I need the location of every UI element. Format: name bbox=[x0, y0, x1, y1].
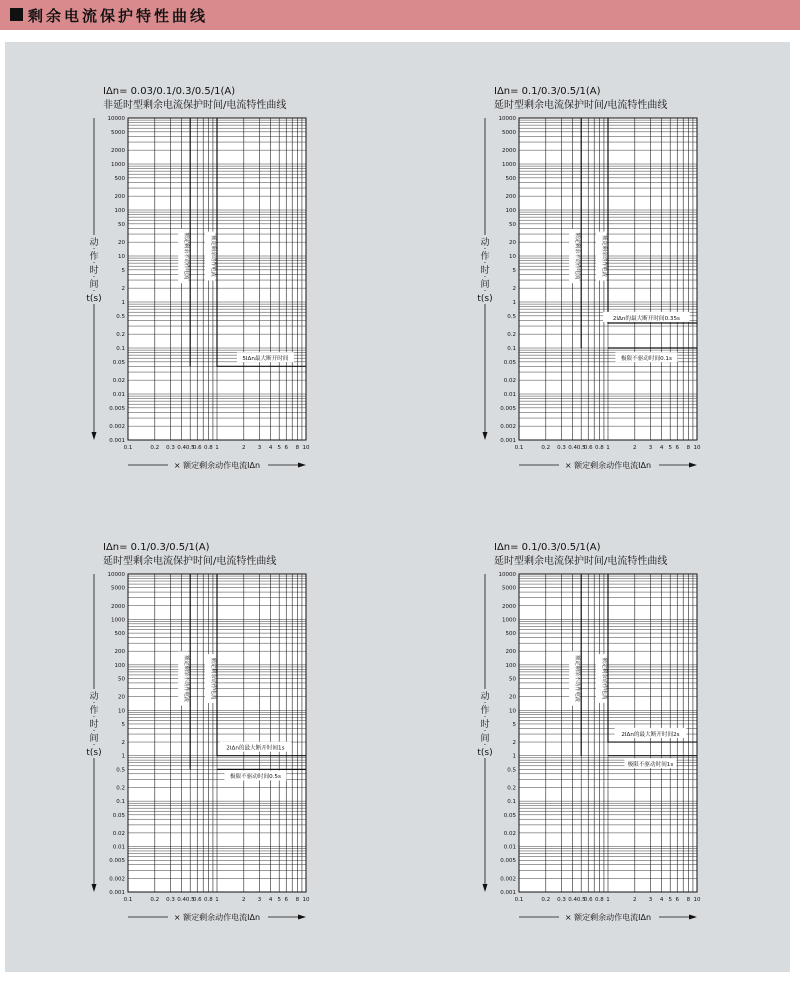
y-tick-label: 0.2 bbox=[507, 785, 516, 792]
x-tick-label: 6 bbox=[675, 897, 680, 903]
x-tick-label: 4 bbox=[659, 897, 664, 903]
chart-subtitle: 延时型剩余电流保护时间/电流特性曲线 bbox=[494, 556, 668, 567]
x-tick-label: 2 bbox=[633, 445, 637, 451]
x-tick-label: 0.6 bbox=[583, 897, 593, 903]
y-tick-label: 0.02 bbox=[112, 378, 125, 385]
x-tick-label: 0.6 bbox=[583, 445, 593, 451]
y-tick-label: 1 bbox=[121, 300, 125, 306]
y-tick-label: 100 bbox=[114, 662, 125, 669]
y-tick-label: 2 bbox=[512, 286, 516, 293]
y-tick-label: 10 bbox=[509, 708, 516, 715]
y-axis-label: 动 bbox=[480, 692, 490, 702]
y-tick-label: 10000 bbox=[107, 116, 125, 122]
y-tick-label: 2 bbox=[512, 740, 516, 747]
y-tick-label: 50 bbox=[509, 221, 516, 228]
y-tick-label: 10000 bbox=[498, 572, 516, 578]
annotation-label: 额定剩余不动作电流 bbox=[183, 655, 190, 702]
x-tick-label: 0.5 bbox=[185, 897, 195, 903]
x-tick-label: 6 bbox=[284, 445, 289, 451]
y-axis-label: 时 bbox=[480, 720, 490, 730]
x-axis-arrowhead bbox=[689, 463, 697, 468]
x-axis-label: × 额定剩余动作电流IΔn bbox=[173, 461, 261, 470]
y-tick-label: 1 bbox=[121, 753, 125, 760]
x-tick-label: 8 bbox=[686, 445, 691, 451]
y-tick-label: 0.2 bbox=[507, 332, 516, 339]
annotation-label: 额定剩余不动作电流 bbox=[574, 655, 581, 702]
x-tick-label: 0.2 bbox=[541, 897, 551, 903]
y-axis-label: t(s) bbox=[86, 748, 102, 758]
annotation-label: 额定剩余不动作电流 bbox=[183, 232, 190, 280]
x-tick-label: 0.3 bbox=[557, 445, 566, 451]
x-tick-label: 0.3 bbox=[166, 445, 175, 451]
y-tick-label: 0.1 bbox=[116, 346, 125, 352]
y-tick-label: 2 bbox=[121, 286, 125, 293]
y-tick-label: 0.01 bbox=[112, 392, 125, 398]
x-tick-label: 3 bbox=[648, 897, 653, 903]
x-tick-label: 2 bbox=[242, 445, 246, 451]
chart-subtitle: 延时型剩余电流保护时间/电流特性曲线 bbox=[494, 100, 668, 111]
x-tick-label: 2 bbox=[242, 897, 246, 903]
y-tick-label: 50 bbox=[118, 221, 125, 228]
y-tick-label: 5 bbox=[512, 267, 516, 274]
x-tick-label: 5 bbox=[277, 445, 281, 451]
y-tick-label: 50 bbox=[118, 676, 125, 683]
y-tick-label: 2000 bbox=[111, 603, 125, 610]
y-axis-label: 间 bbox=[480, 734, 490, 744]
y-tick-label: 0.02 bbox=[503, 378, 516, 385]
x-axis-arrowhead bbox=[298, 463, 306, 468]
y-tick-label: 0.02 bbox=[112, 830, 125, 837]
y-axis-arrowhead bbox=[92, 432, 97, 440]
y-tick-label: 0.5 bbox=[116, 313, 125, 320]
annotation-label: 极限不驱动时间1s bbox=[627, 762, 674, 769]
y-tick-label: 0.005 bbox=[500, 858, 516, 865]
y-axis-label: 间 bbox=[89, 734, 99, 744]
y-tick-label: 1000 bbox=[502, 617, 516, 624]
y-tick-label: 0.1 bbox=[116, 799, 125, 806]
chart-1 bbox=[86, 86, 310, 470]
y-tick-label: 10 bbox=[118, 254, 125, 260]
y-tick-label: 50 bbox=[509, 676, 516, 683]
annotation-label: 额定剩余动作电流 bbox=[210, 657, 216, 700]
y-tick-label: 20 bbox=[118, 240, 125, 247]
y-tick-label: 5 bbox=[121, 267, 125, 274]
y-tick-label: 0.5 bbox=[116, 767, 125, 774]
chart-3 bbox=[86, 542, 310, 922]
y-tick-label: 0.01 bbox=[112, 844, 125, 851]
y-tick-label: 0.02 bbox=[503, 830, 516, 837]
y-tick-label: 500 bbox=[505, 631, 516, 638]
chart-title: IΔn= 0.1/0.3/0.5/1(A) bbox=[494, 86, 601, 97]
x-tick-label: 3 bbox=[257, 897, 262, 903]
annotation-label: 5IΔn最大断开时间 bbox=[242, 356, 289, 363]
y-tick-label: 10000 bbox=[498, 116, 516, 122]
x-tick-label: 0.5 bbox=[576, 445, 586, 451]
x-tick-label: 5 bbox=[277, 897, 281, 903]
x-tick-label: 10 bbox=[693, 897, 701, 903]
x-tick-label: 0.1 bbox=[514, 897, 524, 903]
y-axis-label: 时 bbox=[89, 266, 99, 276]
x-tick-label: 5 bbox=[668, 897, 672, 903]
y-tick-label: 10000 bbox=[107, 572, 125, 578]
x-tick-label: 0.4 bbox=[568, 897, 577, 903]
annotation-label: 2IΔn的最大断开时间0.35s bbox=[612, 315, 680, 322]
y-tick-label: 10 bbox=[118, 708, 125, 715]
x-axis-arrowhead bbox=[298, 915, 306, 920]
y-tick-label: 200 bbox=[505, 649, 516, 656]
x-tick-label: 3 bbox=[257, 445, 262, 451]
y-tick-label: 1000 bbox=[111, 162, 125, 168]
section-title: 剩余电流保护特性曲线 bbox=[28, 7, 209, 25]
y-tick-label: 0.002 bbox=[109, 424, 125, 431]
y-axis-label: 间 bbox=[89, 280, 99, 290]
y-tick-label: 0.001 bbox=[500, 890, 516, 896]
y-tick-label: 0.002 bbox=[500, 876, 516, 883]
x-axis-arrowhead bbox=[689, 915, 697, 920]
y-axis-label: t(s) bbox=[477, 748, 493, 758]
x-tick-label: 0.6 bbox=[192, 897, 202, 903]
y-tick-label: 5000 bbox=[111, 585, 125, 592]
y-tick-label: 20 bbox=[509, 694, 516, 701]
y-tick-label: 0.05 bbox=[112, 812, 125, 819]
y-tick-label: 20 bbox=[509, 240, 516, 247]
y-axis-label: 作 bbox=[480, 252, 490, 262]
x-tick-label: 0.3 bbox=[557, 897, 566, 903]
x-tick-label: 0.4 bbox=[177, 445, 186, 451]
annotation-label: 极限不驱动时间0.1s bbox=[620, 356, 672, 363]
x-tick-label: 0.2 bbox=[150, 897, 160, 903]
y-tick-label: 1000 bbox=[111, 617, 125, 624]
x-tick-label: 4 bbox=[268, 897, 273, 903]
x-tick-label: 2 bbox=[633, 897, 637, 903]
chart-title: IΔn= 0.1/0.3/0.5/1(A) bbox=[103, 542, 210, 553]
y-axis-arrowhead bbox=[483, 432, 488, 440]
y-axis-label: 动 bbox=[480, 238, 490, 248]
x-tick-label: 4 bbox=[268, 445, 273, 451]
y-tick-label: 5 bbox=[121, 721, 125, 728]
y-axis-label: 作 bbox=[480, 706, 490, 716]
y-tick-label: 20 bbox=[118, 694, 125, 701]
y-tick-label: 100 bbox=[114, 208, 125, 214]
annotation-label: 额定剩余动作电流 bbox=[601, 657, 607, 700]
annotation-label: 2IΔn的最大断开时间1s bbox=[226, 745, 285, 752]
annotation-label: 极限不驱动时间0.5s bbox=[229, 774, 281, 781]
x-tick-label: 5 bbox=[668, 445, 672, 451]
annotation-label: 额定剩余动作电流 bbox=[601, 235, 607, 277]
x-axis-label: × 额定剩余动作电流IΔn bbox=[173, 913, 261, 922]
x-axis-label: × 额定剩余动作电流IΔn bbox=[564, 461, 652, 470]
x-tick-label: 8 bbox=[295, 445, 300, 451]
y-tick-label: 500 bbox=[114, 175, 125, 182]
chart-4 bbox=[477, 542, 701, 922]
y-tick-label: 1 bbox=[512, 753, 516, 760]
x-tick-label: 0.5 bbox=[185, 445, 195, 451]
x-tick-label: 8 bbox=[295, 897, 300, 903]
y-tick-label: 0.05 bbox=[503, 812, 516, 819]
y-tick-label: 5000 bbox=[502, 129, 516, 136]
x-tick-label: 1 bbox=[215, 897, 219, 903]
x-axis-label: × 额定剩余动作电流IΔn bbox=[564, 913, 652, 922]
x-tick-label: 0.8 bbox=[204, 897, 213, 903]
y-tick-label: 5 bbox=[512, 721, 516, 728]
x-tick-label: 0.2 bbox=[150, 445, 160, 451]
y-tick-label: 200 bbox=[114, 194, 125, 201]
y-tick-label: 200 bbox=[505, 194, 516, 201]
x-tick-label: 6 bbox=[284, 897, 289, 903]
annotation-label: 2IΔn的最大断开时间2s bbox=[621, 731, 680, 738]
x-tick-label: 3 bbox=[648, 445, 653, 451]
chart-subtitle: 非延时型剩余电流保护时间/电流特性曲线 bbox=[103, 100, 287, 111]
y-tick-label: 5000 bbox=[502, 585, 516, 592]
y-tick-label: 0.005 bbox=[109, 405, 125, 412]
y-axis-label: 间 bbox=[480, 280, 490, 290]
x-tick-label: 4 bbox=[659, 445, 664, 451]
x-tick-label: 0.1 bbox=[123, 445, 133, 451]
y-tick-label: 200 bbox=[114, 649, 125, 656]
y-axis-label: t(s) bbox=[86, 294, 102, 304]
x-tick-label: 0.1 bbox=[514, 445, 524, 451]
y-axis-label: t(s) bbox=[477, 294, 493, 304]
x-tick-label: 0.8 bbox=[595, 897, 604, 903]
y-axis-label: 作 bbox=[89, 252, 99, 262]
y-axis-label: 时 bbox=[480, 266, 490, 276]
y-tick-label: 1000 bbox=[502, 162, 516, 168]
y-tick-label: 1 bbox=[512, 300, 516, 306]
x-tick-label: 6 bbox=[675, 445, 680, 451]
y-axis-label: 时 bbox=[89, 720, 99, 730]
y-axis-arrowhead bbox=[92, 884, 97, 892]
y-tick-label: 0.001 bbox=[500, 438, 516, 444]
x-tick-label: 0.1 bbox=[123, 897, 133, 903]
chart-2 bbox=[477, 86, 701, 470]
y-tick-label: 500 bbox=[114, 631, 125, 638]
x-tick-label: 0.8 bbox=[204, 445, 213, 451]
y-tick-label: 0.2 bbox=[116, 785, 125, 792]
y-tick-label: 100 bbox=[505, 662, 516, 669]
y-tick-label: 0.005 bbox=[500, 405, 516, 412]
y-tick-label: 2000 bbox=[502, 603, 516, 610]
y-tick-label: 0.1 bbox=[507, 346, 516, 352]
y-axis-label: 动 bbox=[89, 238, 99, 248]
y-tick-label: 2 bbox=[121, 740, 125, 747]
y-tick-label: 0.001 bbox=[109, 890, 125, 896]
annotation-label: 额定剩余动作电流 bbox=[210, 235, 216, 277]
chart-title: IΔn= 0.1/0.3/0.5/1(A) bbox=[494, 542, 601, 553]
y-axis-arrowhead bbox=[483, 884, 488, 892]
x-tick-label: 10 bbox=[302, 445, 310, 451]
y-tick-label: 2000 bbox=[502, 148, 516, 155]
y-tick-label: 500 bbox=[505, 175, 516, 182]
x-tick-label: 0.2 bbox=[541, 445, 551, 451]
y-axis-label: 作 bbox=[89, 706, 99, 716]
y-tick-label: 0.05 bbox=[503, 359, 516, 366]
y-tick-label: 0.001 bbox=[109, 438, 125, 444]
x-tick-label: 1 bbox=[215, 445, 219, 451]
y-tick-label: 0.1 bbox=[507, 799, 516, 806]
x-tick-label: 8 bbox=[686, 897, 691, 903]
x-tick-label: 0.3 bbox=[166, 897, 175, 903]
y-tick-label: 0.5 bbox=[507, 313, 516, 320]
y-axis-label: 动 bbox=[89, 692, 99, 702]
x-tick-label: 0.8 bbox=[595, 445, 604, 451]
chart-title: IΔn= 0.03/0.1/0.3/0.5/1(A) bbox=[103, 86, 236, 97]
y-tick-label: 0.005 bbox=[109, 858, 125, 865]
x-tick-label: 0.6 bbox=[192, 445, 202, 451]
x-tick-label: 0.5 bbox=[576, 897, 586, 903]
x-tick-label: 10 bbox=[302, 897, 310, 903]
chart-subtitle: 延时型剩余电流保护时间/电流特性曲线 bbox=[103, 556, 277, 567]
x-tick-label: 0.4 bbox=[568, 445, 577, 451]
annotation-label: 额定剩余不动作电流 bbox=[574, 232, 581, 280]
y-tick-label: 0.002 bbox=[109, 876, 125, 883]
x-tick-label: 1 bbox=[606, 897, 610, 903]
x-tick-label: 0.4 bbox=[177, 897, 186, 903]
y-tick-label: 0.01 bbox=[503, 392, 516, 398]
x-tick-label: 1 bbox=[606, 445, 610, 451]
y-tick-label: 2000 bbox=[111, 148, 125, 155]
y-tick-label: 0.05 bbox=[112, 359, 125, 366]
y-tick-label: 10 bbox=[509, 254, 516, 260]
y-tick-label: 0.5 bbox=[507, 767, 516, 774]
y-tick-label: 0.2 bbox=[116, 332, 125, 339]
y-tick-label: 0.002 bbox=[500, 424, 516, 431]
y-tick-label: 0.01 bbox=[503, 844, 516, 851]
y-tick-label: 5000 bbox=[111, 129, 125, 136]
x-tick-label: 10 bbox=[693, 445, 701, 451]
y-tick-label: 100 bbox=[505, 208, 516, 214]
